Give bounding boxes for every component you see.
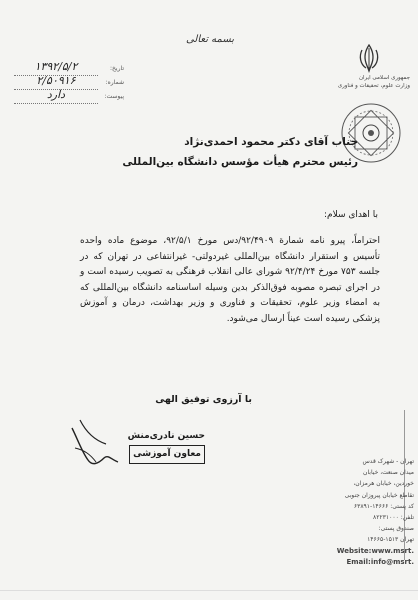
footer-line: تقاطع خیابان پیروزان جنوبی <box>344 491 414 499</box>
ministry-line-country: جمهوری اسلامی ایران <box>358 75 410 81</box>
footer-line: تلفن: ۸۲۲۳۱۰۰۰ <box>373 514 414 522</box>
attachment-row <box>14 90 124 104</box>
addressee-name: جناب آقای دکتر محمود احمدی‌نژاد <box>184 136 358 148</box>
number-value: ۲/۵۰۹۱۶ <box>36 74 76 87</box>
letter-meta <box>14 62 124 104</box>
footer-line: تهران - شهرک قدس <box>362 458 414 465</box>
footer-email[interactable]: Email:info@msrt. <box>346 557 414 566</box>
letter-body: احتراماً، پیرو نامه شمارة ۹۲/۴۹۰۹/دس مورخ ۹۲/۵/۱، موضوع ماده واحده تأسیس و استقرار دانشگاه بین‌المللی غیردولتی- غیرانتفاعی در تهران که در جلسه ۷۵۳ مورخ ۹۲/۴/۲۴ شورای عالی انقلاب فرهنگی به تصویب رسیده است و در اجرای تبصره مصوبه فوق‌الذکر بدین وسیله اساسنامه دانشگاه بین‌المللی که به امضاء وزیر علوم، تحقیقات و فناوری و وزیر بهداشت، درمان و آموزش پزشکی رسیده است عیناً ارسال می‌شود. <box>80 236 380 324</box>
greeting: با اهدای سلام: <box>324 210 378 220</box>
attachment-value: دارد <box>46 88 66 101</box>
footer-contact <box>304 456 414 568</box>
addressee-title: رئیس محترم هیأت مؤسس دانشگاه بین‌المللی <box>122 156 358 168</box>
footer-line: میدان صنعت، خیابان <box>363 469 414 477</box>
page-fold-line <box>0 590 418 591</box>
signer-name: حسین نادری‌منش <box>127 431 205 441</box>
date-label: تاریخ: <box>110 65 124 72</box>
iran-emblem-icon <box>355 42 383 74</box>
footer-line: صندوق پستی: <box>378 525 414 533</box>
signer-role: معاون آموزشی <box>129 445 205 464</box>
number-label: شماره: <box>105 79 124 86</box>
ministry-line-name: وزارت علوم، تحقیقات و فناوری <box>337 83 410 89</box>
bismillah-heading: بسمه تعالی <box>185 34 235 45</box>
signer-block <box>110 428 205 464</box>
footer-line: کد پستی: ۱۴۶۶۶-۶۳۸۹۱ <box>353 502 414 510</box>
footer-line: تهران ۱۵۱۳-۱۴۶۶۵ <box>367 536 414 544</box>
footer-website[interactable]: Website:www.msrt. <box>336 546 414 555</box>
footer-line: خوردین، خیابان هرمزان، <box>353 480 414 488</box>
ministry-name <box>290 74 410 90</box>
date-value: ۱۳۹۲/۵/۲ <box>34 60 78 73</box>
addressee-block <box>58 136 358 168</box>
attachment-label: پیوست: <box>104 93 124 100</box>
closing-line: با آرزوی توفیق الهی <box>155 394 252 405</box>
